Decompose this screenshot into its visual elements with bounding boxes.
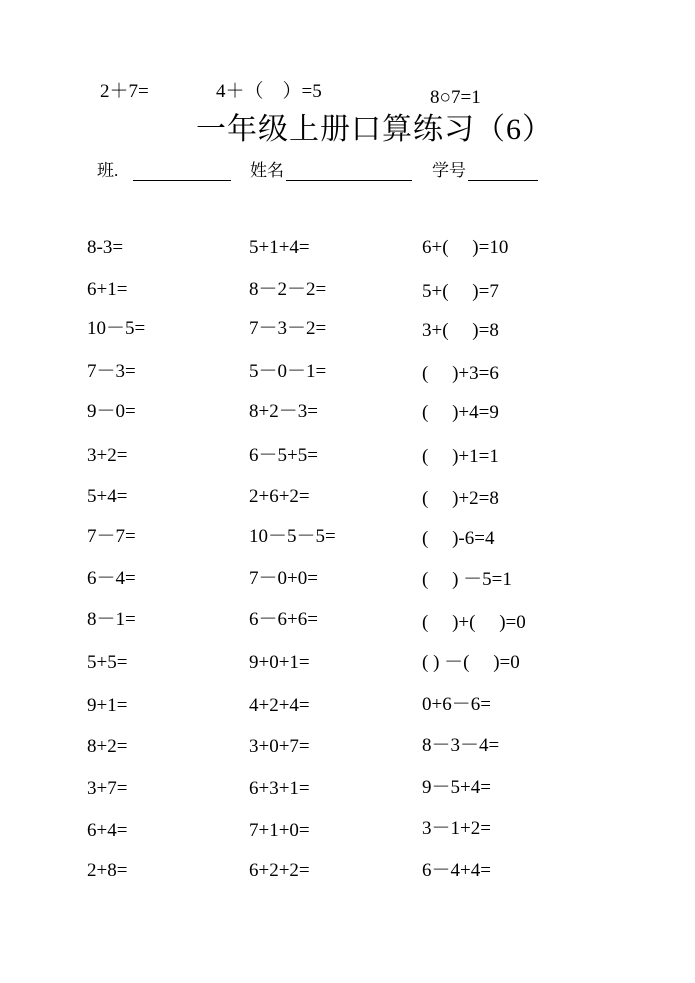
- problem-c2-r14: 6+3+1=: [249, 778, 310, 799]
- problem-c3-r6: ( )+1=1: [422, 446, 499, 467]
- problem-c1-r15: 6+4=: [87, 820, 128, 841]
- problem-c3-r3: 3+( )=8: [422, 320, 499, 341]
- problem-c2-r9: 7－0+0=: [249, 568, 318, 589]
- problem-c3-r4: ( )+3=6: [422, 363, 499, 384]
- problem-c2-r8: 10－5－5=: [249, 526, 336, 547]
- problem-c3-r15: 3－1+2=: [422, 818, 491, 839]
- problem-c3-r9: ( ) －5=1: [422, 569, 512, 590]
- problem-c2-r11: 9+0+1=: [249, 652, 310, 673]
- problem-c1-r5: 9－0=: [87, 401, 136, 422]
- problem-c1-r14: 3+7=: [87, 778, 128, 799]
- problem-c1-r8: 7－7=: [87, 526, 136, 547]
- problem-c3-r10: ( )+( )=0: [422, 612, 526, 633]
- problem-c2-r6: 6－5+5=: [249, 445, 318, 466]
- student-number-label: 学号: [432, 161, 466, 180]
- problem-c2-r1: 5+1+4=: [249, 237, 310, 258]
- problem-c3-r16: 6－4+4=: [422, 860, 491, 881]
- problem-c3-r1: 6+( )=10: [422, 237, 509, 258]
- problem-c3-r14: 9－5+4=: [422, 777, 491, 798]
- problem-c3-r5: ( )+4=9: [422, 402, 499, 423]
- problem-c1-r10: 8－1=: [87, 609, 136, 630]
- problem-c2-r12: 4+2+4=: [249, 695, 310, 716]
- problem-c1-r13: 8+2=: [87, 736, 128, 757]
- problem-c1-r2: 6+1=: [87, 279, 128, 300]
- problem-c3-r12: 0+6－6=: [422, 694, 491, 715]
- problem-c2-r2: 8－2－2=: [249, 279, 327, 300]
- class-label: 班.: [97, 161, 119, 180]
- problem-c1-r16: 2+8=: [87, 860, 128, 881]
- problem-c3-r8: ( )-6=4: [422, 528, 495, 549]
- problem-c2-r13: 3+0+7=: [249, 736, 310, 757]
- problem-c1-r11: 5+5=: [87, 652, 128, 673]
- problem-c1-r1: 8-3=: [87, 237, 124, 258]
- top-problem-3: 8○7=1: [430, 87, 481, 108]
- top-problem-2: 4＋（ ）=5: [216, 81, 322, 102]
- problem-c3-r2: 5+( )=7: [422, 281, 499, 302]
- problem-c3-r11: ( ) －( )=0: [422, 652, 520, 673]
- name-blank[interactable]: [286, 180, 412, 181]
- page-title: 一年级上册口算练习（6）: [196, 113, 553, 146]
- top-problem-1: 2＋7=: [100, 81, 149, 102]
- problem-c1-r6: 3+2=: [87, 445, 128, 466]
- problem-c2-r7: 2+6+2=: [249, 486, 310, 507]
- problem-c1-r3: 10－5=: [87, 318, 146, 339]
- problem-c3-r7: ( )+2=8: [422, 488, 499, 509]
- problem-c1-r7: 5+4=: [87, 486, 128, 507]
- problem-c3-r13: 8－3－4=: [422, 735, 500, 756]
- class-blank[interactable]: [133, 180, 231, 181]
- problem-c2-r10: 6－6+6=: [249, 609, 318, 630]
- problem-c2-r3: 7－3－2=: [249, 318, 327, 339]
- name-label: 姓名: [250, 161, 284, 180]
- problem-c2-r4: 5－0－1=: [249, 361, 327, 382]
- problem-c1-r4: 7－3=: [87, 361, 136, 382]
- problem-c2-r5: 8+2－3=: [249, 401, 318, 422]
- problem-c1-r9: 6－4=: [87, 568, 136, 589]
- problem-c2-r16: 6+2+2=: [249, 860, 310, 881]
- problem-c2-r15: 7+1+0=: [249, 820, 310, 841]
- student-number-blank[interactable]: [468, 180, 538, 181]
- problem-c1-r12: 9+1=: [87, 695, 128, 716]
